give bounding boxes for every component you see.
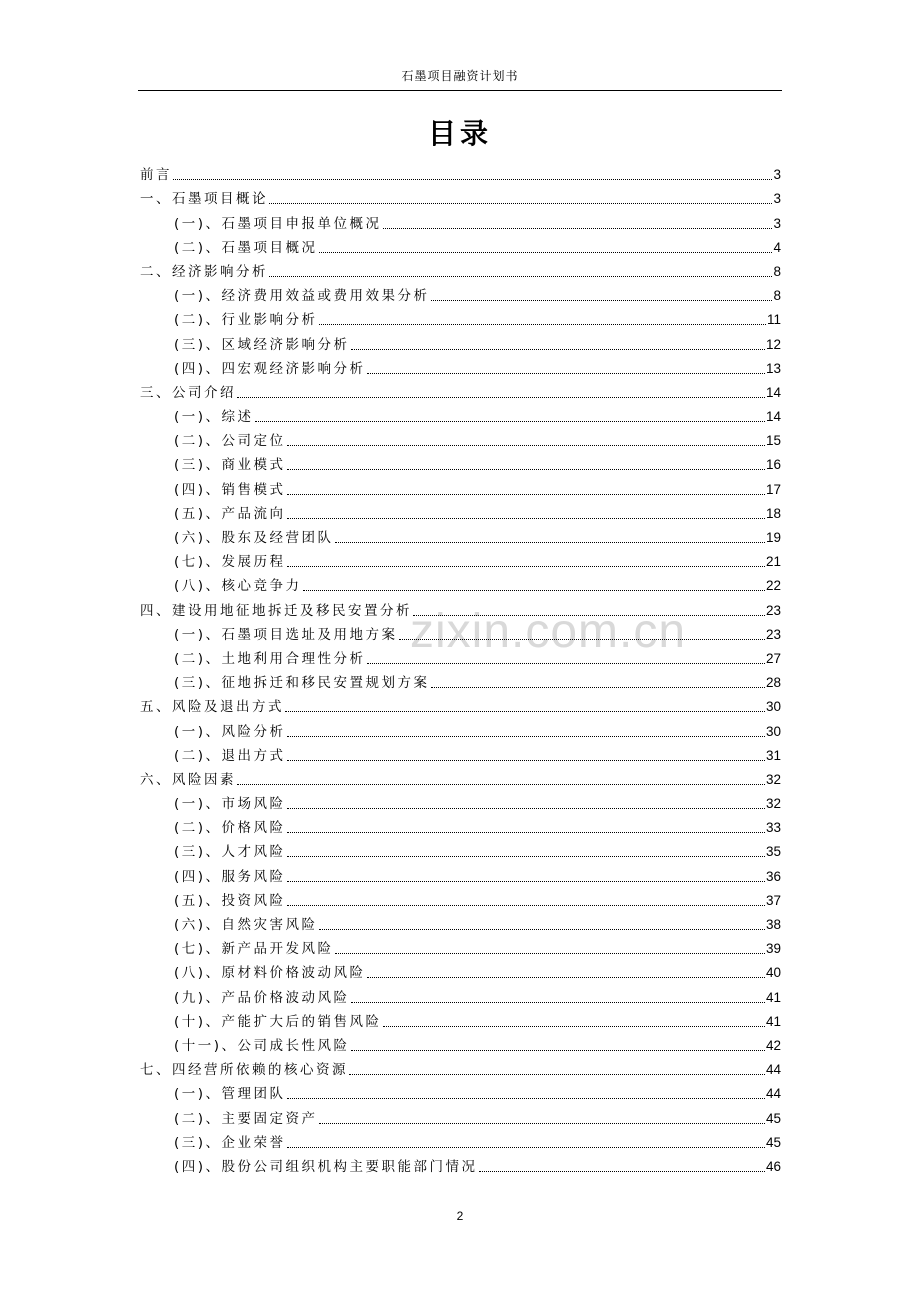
toc-entry[interactable] [140,886,781,910]
toc-entry-label: (六)、自然灾害风险 [174,917,318,933]
header-divider [138,90,782,91]
toc-entry[interactable] [140,668,781,692]
toc-dot-leader [287,566,765,567]
toc-entry-label: (四)、四宏观经济影响分析 [174,360,366,377]
toc-entry-page: 32 [765,771,781,787]
toc-dot-leader [287,494,765,495]
toc-entry-page: 22 [765,578,781,594]
toc-entry-page: 45 [765,1134,781,1150]
toc-entry[interactable] [140,813,781,837]
toc-entry[interactable] [140,837,781,861]
toc-entry-page: 33 [765,820,781,836]
toc-entry[interactable] [140,958,781,982]
toc-entry[interactable] [140,595,781,619]
toc-entry-page: 17 [765,481,781,497]
toc-dot-leader [287,1098,765,1099]
toc-entry-page: 41 [765,989,781,1005]
toc-dot-leader [335,542,765,543]
toc-entry-page: 30 [765,723,781,739]
toc-entry-page: 19 [765,530,781,545]
toc-entry[interactable] [140,1103,781,1127]
watermark: zixin.com.cn [410,605,687,658]
toc-dot-leader [287,445,765,446]
toc-entry-page: 18 [765,505,781,521]
toc-dot-leader [287,808,765,809]
toc-entry-label: 前言 [140,167,172,184]
toc-dot-leader [383,1026,765,1027]
toc-entry-page: 35 [765,844,781,860]
toc-entry-page: 44 [765,1086,781,1102]
toc-entry[interactable] [140,741,781,765]
toc-entry-label: (七)、新产品开发风险 [174,941,334,958]
toc-dot-leader [367,977,765,978]
toc-entry-label: (四)、销售模式 [174,481,286,498]
toc-dot-leader [319,929,765,930]
toc-dot-leader [287,832,765,833]
toc-entry-page: 42 [765,1037,781,1053]
toc-entry-label: (十一)、公司成长性风险 [174,1037,350,1054]
toc-entry-label: (二)、退出方式 [174,747,286,764]
toc-entry-page: 37 [765,892,781,908]
toc-entry-label: (二)、行业影响分析 [174,312,318,329]
toc-entry[interactable] [140,1055,781,1079]
toc-entry-label: 一、石墨项目概论 [140,191,268,208]
toc-entry[interactable] [140,499,781,523]
toc-entry-page: 23 [765,626,781,642]
toc-entry[interactable] [140,378,781,402]
toc-entry-page: 30 [765,699,781,715]
toc-entry[interactable] [140,1007,781,1031]
toc-entry[interactable] [140,982,781,1006]
toc-dot-leader [285,711,765,712]
toc-dot-leader [287,736,765,737]
toc-entry[interactable] [140,789,781,813]
toc-entry-label: (二)、公司定位 [174,433,286,450]
toc-entry-page: 21 [765,554,781,570]
toc-entry-page: 8 [773,288,781,304]
toc-dot-leader [349,1074,765,1075]
toc-dot-leader [287,518,765,519]
toc-entry-label: (八)、核心竞争力 [174,578,302,595]
toc-entry[interactable] [140,354,781,378]
toc-entry-page: 39 [765,941,781,957]
toc-entry[interactable] [140,184,781,208]
toc-entry[interactable] [140,571,781,595]
running-header: 石墨项目融资计划书 [401,69,519,83]
toc-entry-page: 15 [765,433,781,449]
toc-entry-page: 4 [773,239,781,255]
toc-dot-leader [351,1050,765,1051]
toc-dot-leader [479,1171,765,1172]
toc-entry-page: 36 [765,868,781,884]
toc-entry-label: (七)、发展历程 [174,554,286,571]
toc-entry-label: (一)、石墨项目申报单位概况 [174,215,382,232]
toc-entry[interactable] [140,329,781,353]
toc-entry-page: 41 [765,1013,781,1029]
toc-entry-label: (三)、企业荣誉 [174,1134,286,1151]
toc-entry[interactable] [140,523,781,547]
toc-entry-label: (二)、价格风险 [174,820,286,837]
toc-dot-leader [269,203,772,204]
toc-entry[interactable] [140,910,781,934]
toc-entry-label: (八)、原材料价格波动风险 [174,965,366,982]
toc-dot-leader [413,615,765,616]
toc-dot-leader [383,228,773,229]
page-title: 目录 [427,117,492,150]
toc-entry[interactable] [140,1079,781,1103]
toc-entry-label: 五、风险及退出方式 [140,699,284,716]
toc-entry-label: (一)、风险分析 [174,723,286,740]
toc-dot-leader [173,179,772,180]
toc-entry-page: 8 [773,263,781,279]
toc-entry[interactable] [140,1031,781,1055]
toc-entry-page: 14 [765,409,781,425]
toc-entry[interactable] [140,861,781,885]
toc-entry-label: 四、建设用地征地拆迁及移民安置分析 [140,602,412,619]
toc-entry-label: (九)、产品价格波动风险 [174,989,350,1006]
toc-dot-leader [367,373,765,374]
toc-entry-page: 31 [765,747,781,763]
toc-entry-page: 3 [773,167,781,183]
toc-entry-page: 28 [765,675,781,691]
toc-dot-leader [237,784,765,785]
toc-dot-leader [335,953,765,954]
toc-dot-leader [319,324,766,325]
toc-entry[interactable] [140,692,781,716]
toc-entry-label: (五)、投资风险 [174,892,286,909]
page-number: 2 [456,1209,464,1223]
toc-entry-page: 3 [773,215,781,231]
toc-dot-leader [351,349,765,350]
toc-entry-label: (五)、产品流向 [174,505,286,522]
toc-entry[interactable] [140,1128,781,1152]
toc-dot-leader [287,1147,765,1148]
toc-dot-leader [319,252,773,253]
toc-entry-page: 11 [766,312,781,328]
toc-entry-label: (十)、产能扩大后的销售风险 [174,1013,382,1030]
toc-entry-page: 3 [773,191,781,207]
toc-entry-label: (一)、经济费用效益或费用效果分析 [174,288,430,305]
table-of-contents [140,160,781,1176]
toc-entry-page: 38 [765,917,781,932]
toc-entry-page: 16 [765,457,781,473]
toc-entry-label: (二)、土地利用合理性分析 [174,650,366,667]
toc-dot-leader [255,421,765,422]
toc-entry-label: (六)、股东及经营团队 [174,530,334,546]
toc-entry-label: 三、公司介绍 [140,384,236,401]
toc-entry-label: (三)、商业模式 [174,457,286,474]
toc-entry-label: 七、四经营所依赖的核心资源 [140,1062,348,1079]
toc-entry-label: (一)、综述 [174,409,254,426]
toc-entry-label: (三)、征地拆迁和移民安置规划方案 [174,675,430,692]
toc-entry-label: 二、经济影响分析 [140,263,268,280]
toc-entry-page: 14 [765,384,781,400]
toc-entry[interactable] [140,716,781,740]
toc-dot-leader [431,300,773,301]
toc-dot-leader [319,1123,765,1124]
toc-entry-page: 46 [765,1158,781,1174]
toc-entry-label: (二)、主要固定资产 [174,1110,318,1127]
toc-entry[interactable] [140,160,781,184]
toc-entry-page: 27 [765,650,781,666]
toc-dot-leader [351,1002,765,1003]
toc-dot-leader [303,590,765,591]
toc-entry[interactable] [140,281,781,305]
toc-dot-leader [287,881,765,882]
toc-entry[interactable] [140,426,781,450]
toc-entry-label: (一)、管理团队 [174,1086,286,1103]
toc-entry[interactable] [140,450,781,474]
toc-entry[interactable] [140,233,781,257]
toc-entry[interactable] [140,644,781,668]
toc-dot-leader [367,663,765,664]
toc-entry-label: (二)、石墨项目概况 [174,239,318,256]
toc-entry[interactable] [140,765,781,789]
toc-dot-leader [287,469,765,470]
toc-entry-page: 12 [765,336,781,352]
toc-entry-page: 32 [765,796,781,812]
toc-entry[interactable] [140,474,781,498]
toc-entry[interactable] [140,402,781,426]
toc-entry[interactable] [140,257,781,281]
toc-dot-leader [269,276,772,277]
toc-entry-label: (四)、服务风险 [174,868,286,885]
toc-entry[interactable] [140,620,781,644]
toc-dot-leader [287,856,765,857]
toc-entry-label: (三)、人才风险 [174,844,286,861]
toc-entry[interactable] [140,934,781,958]
toc-entry-label: (一)、市场风险 [174,796,286,813]
toc-entry-label: (一)、石墨项目选址及用地方案 [174,626,398,643]
toc-entry[interactable] [140,547,781,571]
toc-entry-page: 23 [765,602,781,618]
toc-entry-page: 13 [765,360,781,376]
toc-entry-label: (四)、股份公司组织机构主要职能部门情况 [174,1158,478,1175]
toc-entry[interactable] [140,208,781,232]
toc-dot-leader [287,760,765,761]
toc-entry-page: 40 [765,965,781,981]
toc-dot-leader [287,905,765,906]
toc-dot-leader [399,639,765,640]
toc-entry-label: 六、风险因素 [140,771,236,788]
toc-entry-page: 44 [765,1062,781,1078]
toc-dot-leader [431,687,765,688]
toc-entry[interactable] [140,305,781,329]
toc-entry-label: (三)、区域经济影响分析 [174,336,350,353]
toc-dot-leader [237,397,765,398]
toc-entry[interactable] [140,1152,781,1176]
toc-entry-page: 45 [765,1110,781,1126]
